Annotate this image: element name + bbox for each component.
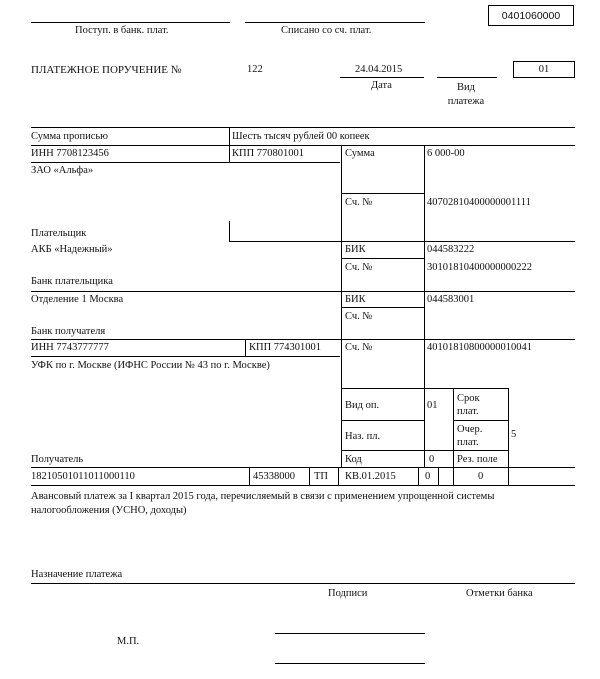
rule: [424, 339, 425, 388]
payer-name: ЗАО «Альфа»: [31, 165, 94, 176]
payer-bank-name: АКБ «Надежный»: [31, 244, 113, 255]
payer-bank-bik-label: БИК: [345, 244, 366, 255]
payer-bank-bik: 044583222: [427, 244, 475, 255]
rule: [249, 467, 250, 485]
tax-doc-date: 0: [478, 471, 484, 482]
status-code: 01: [538, 64, 550, 75]
rule: [424, 241, 425, 339]
form-code-box: [488, 5, 574, 26]
payee-label: Получатель: [31, 454, 84, 465]
rule: [31, 356, 340, 357]
rule: [229, 221, 230, 241]
code-value: 0: [429, 454, 435, 465]
payee-name: УФК по г. Москве (ИФНС России № 43 по г. Москве): [31, 360, 270, 371]
term-label: Срок плат.: [457, 393, 480, 417]
stamp-label: М.П.: [117, 636, 140, 647]
rule: [418, 467, 419, 485]
received-line: [31, 22, 230, 23]
op-type: 01: [427, 400, 438, 411]
tax-doc-number: 0: [425, 471, 431, 482]
received-label: Поступ. в банк. плат.: [75, 25, 169, 36]
kbk: 18210501011011000110: [31, 471, 135, 482]
signature-line-1: [275, 633, 425, 634]
payee-bank-bik-label: БИК: [345, 294, 366, 305]
amount-words: Шесть тысяч рублей 00 копеек: [232, 131, 370, 142]
rule: [31, 485, 575, 486]
purpose-bottom-rule: [31, 583, 575, 584]
payee-bank-account-label: Сч. №: [345, 311, 373, 322]
rule: [342, 420, 424, 421]
date-underline: [340, 77, 424, 78]
payer-bank-label: Банк плательщика: [31, 276, 113, 287]
payee-bank-name: Отделение 1 Москва: [31, 294, 124, 305]
signature-line-2: [275, 663, 425, 664]
rule: [229, 127, 230, 162]
payee-inn: ИНН 7743777777: [31, 342, 109, 353]
rule: [341, 145, 342, 467]
rule: [342, 388, 508, 389]
document-title: ПЛАТЕЖНОЕ ПОРУЧЕНИЕ №: [31, 64, 182, 76]
tax-basis: ТП: [314, 471, 328, 482]
rule: [338, 467, 339, 485]
payer-account: 40702810400000001111: [427, 197, 531, 208]
rule: [309, 467, 310, 485]
rule: [31, 291, 575, 292]
payment-type-underline: [437, 77, 497, 78]
code-label: Код: [345, 454, 362, 465]
rule: [245, 339, 246, 356]
rule: [453, 388, 454, 485]
status-box: [513, 61, 575, 78]
amount-words-label: Сумма прописью: [31, 131, 109, 142]
op-type-label: Вид оп.: [345, 400, 380, 411]
rule: [31, 162, 340, 163]
order-value: 5: [511, 429, 517, 440]
date-label: Дата: [371, 80, 392, 91]
rule: [453, 420, 508, 421]
rule: [342, 193, 424, 194]
payer-inn: ИНН 7708123456: [31, 148, 109, 159]
payee-account-label: Сч. №: [345, 342, 373, 353]
order-label: Очер. плат.: [457, 424, 483, 448]
oktmo: 45338000: [253, 471, 295, 482]
payee-account: 40101810800000010041: [427, 342, 532, 353]
amount-label: Сумма: [345, 148, 375, 159]
purpose-label: Назначение платежа: [31, 569, 123, 580]
payment-type-label: Вид платежа: [447, 82, 485, 107]
rule: [424, 388, 425, 467]
rule: [31, 127, 575, 128]
signatures-label: Подписи: [328, 588, 368, 599]
reserve-label: Рез. поле: [457, 454, 498, 465]
rule: [342, 450, 508, 451]
payer-account-label: Сч. №: [345, 197, 373, 208]
rule: [342, 258, 424, 259]
rule: [229, 241, 575, 242]
rule: [31, 467, 575, 468]
rule: [424, 145, 425, 241]
payer-bank-account-label: Сч. №: [345, 262, 373, 273]
rule: [508, 388, 509, 485]
rule: [31, 339, 575, 340]
rule: [438, 467, 439, 485]
purpose-code-label: Наз. пл.: [345, 431, 381, 442]
rule: [342, 307, 424, 308]
payer-label: Плательщик: [31, 228, 87, 239]
document-number: 122: [247, 64, 263, 75]
purpose-text-line-1: Авансовый платеж за I квартал 2015 года, перечисляемый в связи с применением упрощенной системы: [31, 491, 495, 502]
debited-line: [245, 22, 425, 23]
payer-kpp: КПП 770801001: [232, 148, 305, 159]
document-date: 24.04.2015: [355, 64, 403, 75]
purpose-text-line-2: налогообложения (УСНО, доходы): [31, 505, 187, 516]
rule: [31, 145, 575, 146]
tax-period: КВ.01.2015: [345, 471, 396, 482]
bank-marks-label: Отметки банка: [466, 588, 533, 599]
amount-value: 6 000-00: [427, 148, 465, 159]
debited-label: Списано со сч. плат.: [281, 25, 372, 36]
payee-bank-bik: 044583001: [427, 294, 475, 305]
payee-bank-label: Банк получателя: [31, 326, 106, 337]
form-code: 0401060000: [501, 9, 561, 22]
payee-kpp: КПП 774301001: [249, 342, 322, 353]
payer-bank-account: 30101810400000000222: [427, 262, 532, 273]
